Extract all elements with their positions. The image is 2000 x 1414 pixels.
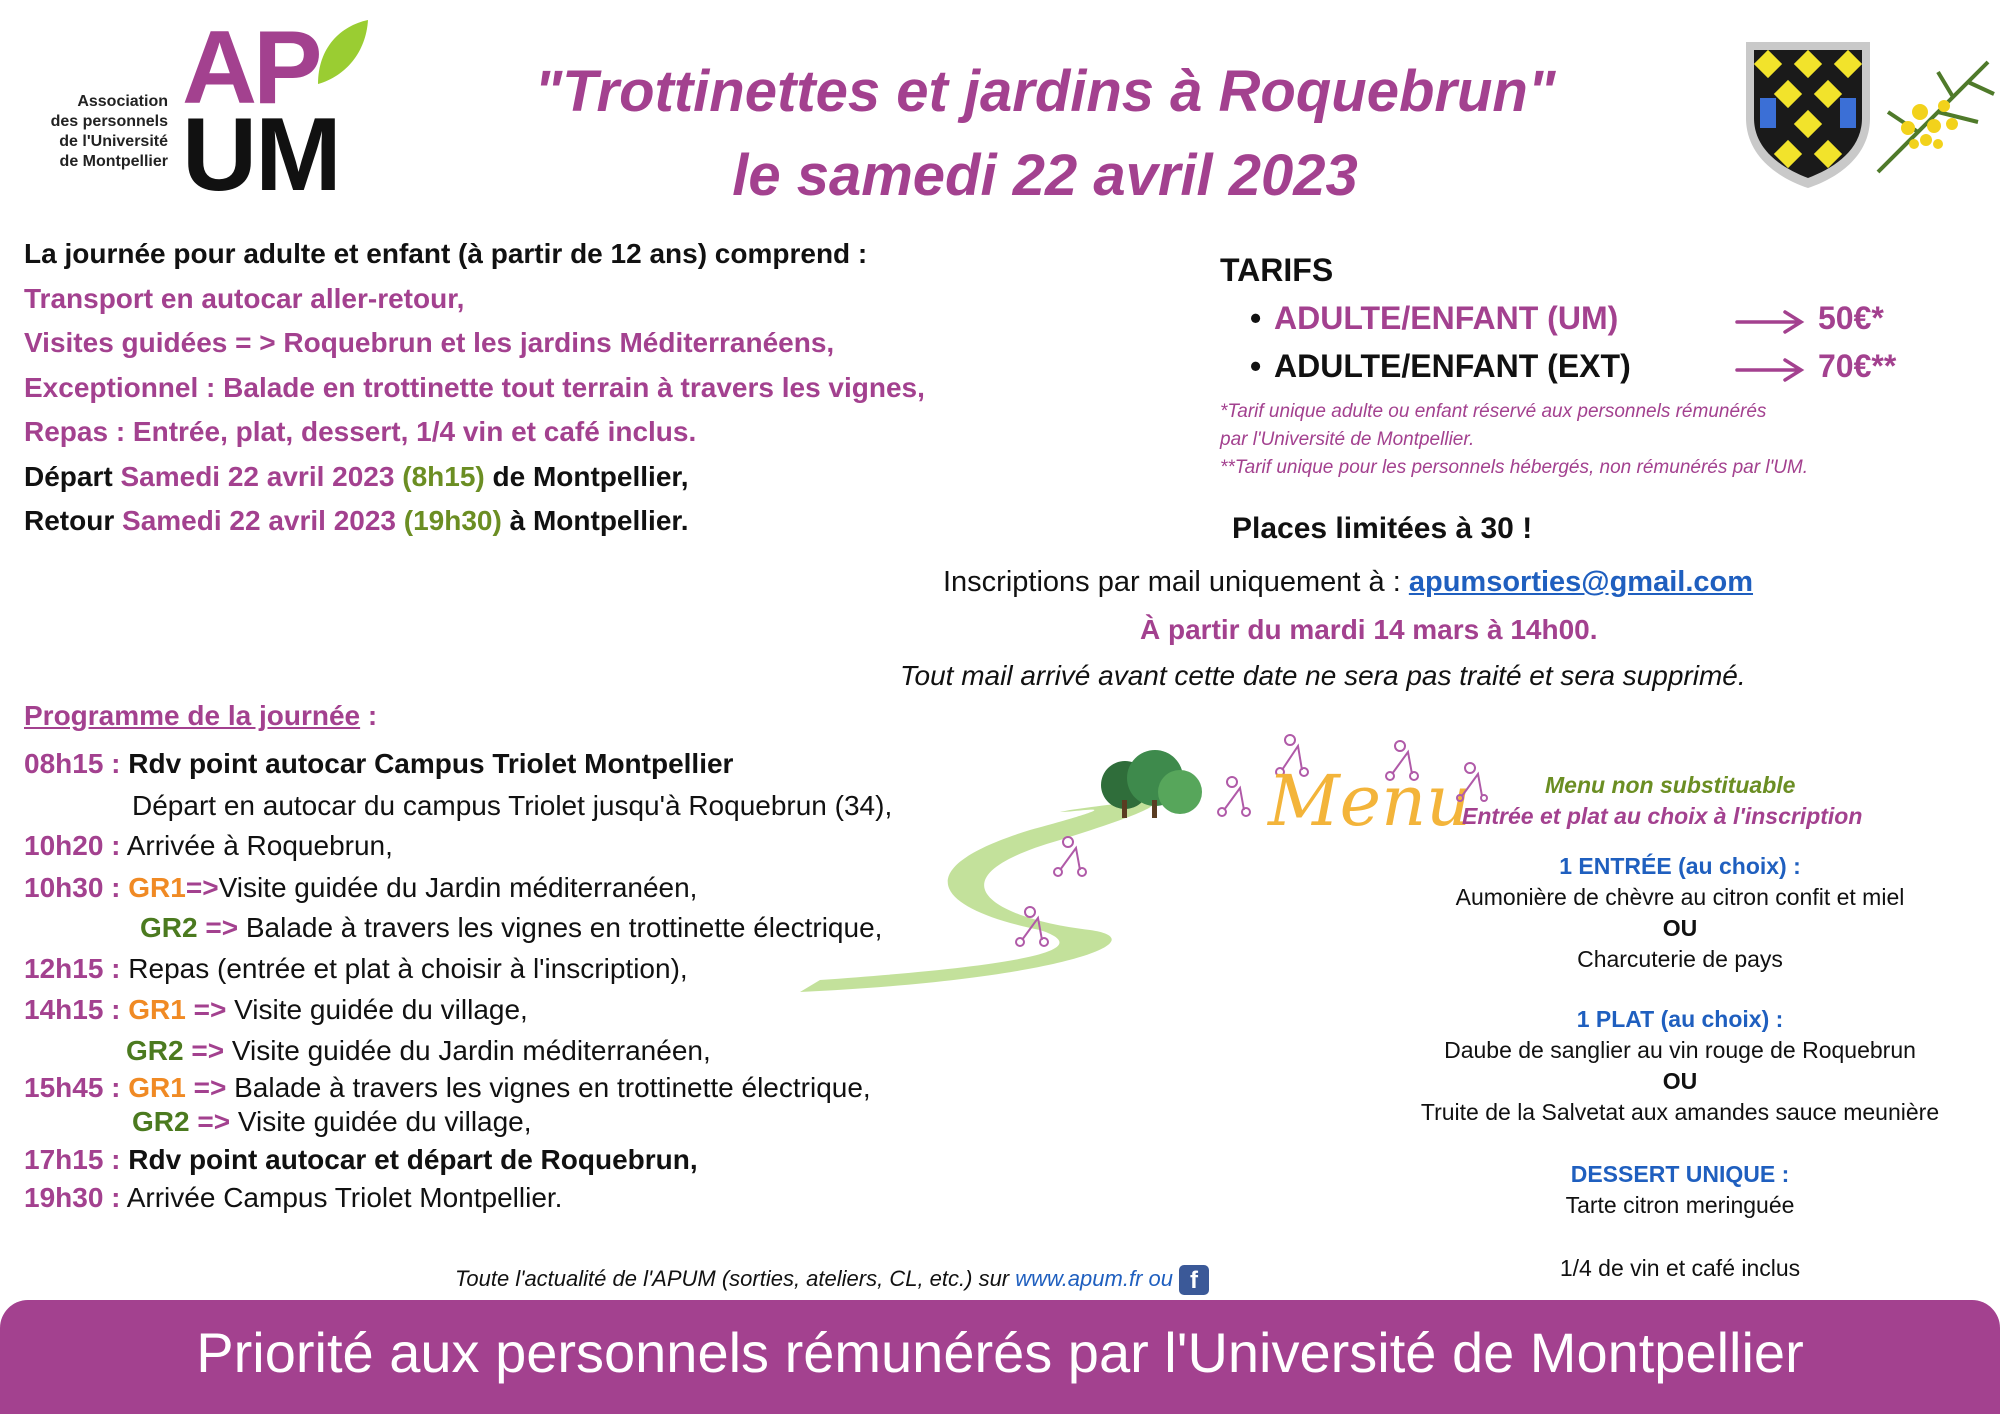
menu-plat-section <box>1360 1004 2000 1128</box>
title-line-1: "Trottinettes et jardins à Roquebrun" <box>534 59 1556 124</box>
page-title <box>420 50 1670 218</box>
programme-heading <box>24 700 377 732</box>
menu-item: 1/4 de vin et café inclus <box>1559 1255 1801 1281</box>
menu-entree-section <box>1360 851 2000 975</box>
programme-time: 14h15 : <box>24 994 121 1025</box>
menu-item: Daube de sanglier au vin rouge de Roquebrun <box>1444 1037 1916 1063</box>
menu-item: Truite de la Salvetat aux amandes sauce meunière <box>1420 1099 1940 1125</box>
programme-line <box>24 1144 698 1176</box>
arrow-right-icon <box>1735 310 1805 334</box>
intro-item: Repas : Entrée, plat, dessert, 1/4 vin et café inclus. <box>24 416 697 447</box>
news-or: ou <box>1142 1265 1173 1291</box>
programme-time: 12h15 : <box>24 953 121 984</box>
programme-time: 15h45 : <box>24 1072 121 1103</box>
menu-item: Tarte citron meringuée <box>1565 1192 1795 1218</box>
programme-arrow: => <box>191 1035 225 1066</box>
facebook-icon[interactable]: f <box>1179 1265 1209 1295</box>
group-label: GR2 <box>126 1035 184 1066</box>
programme-text: Repas (entrée et plat à choisir à l'inscription), <box>128 953 688 984</box>
menu-item: Aumonière de chèvre au citron confit et miel <box>1455 884 1905 910</box>
bullet-icon: • <box>1250 300 1262 336</box>
tarif-price: 50€* <box>1818 300 1884 336</box>
leaf-icon <box>310 18 370 88</box>
places-limit: Places limitées à 30 ! <box>1232 512 1533 545</box>
tarif-label: ADULTE/ENFANT (UM) <box>1274 300 1619 336</box>
menu-non-substituable: Menu non substituable <box>1545 772 1796 798</box>
retour-time: (19h30) <box>403 505 502 536</box>
group-label: GR1 <box>128 872 186 903</box>
intro-heading: La journée pour adulte et enfant (à partir de 12 ans) comprend : <box>24 238 868 269</box>
arrow-right-icon <box>1735 358 1805 382</box>
group-label: GR1 <box>128 1072 186 1103</box>
programme-time: 10h30 : <box>24 872 121 903</box>
menu-choice-emphasis: à l'inscription <box>1713 803 1863 829</box>
tarif-row-ext <box>1250 348 1631 385</box>
depart-time: (8h15) <box>402 460 485 492</box>
menu-section-heading: DESSERT UNIQUE : <box>1570 1161 1790 1187</box>
logo-um: UM <box>182 97 340 213</box>
tarif-price: 70€** <box>1818 348 1897 384</box>
menu-item: Charcuterie de pays <box>1577 946 1783 972</box>
menu-choice-text: Entrée et plat au choix <box>1462 803 1714 829</box>
logo-line: Association <box>77 93 168 110</box>
news-line <box>455 1265 1209 1295</box>
programme-text: Visite guidée du Jardin méditerranéen, <box>231 1035 711 1066</box>
group-label: GR2 <box>140 912 198 943</box>
programme-time: 08h15 : <box>24 748 121 779</box>
menu-dessert-section <box>1360 1159 2000 1221</box>
menu-or: OU <box>1662 915 1698 941</box>
tarifs-heading: TARIFS <box>1220 252 1334 288</box>
programme-text: Départ en autocar du campus Triolet jusqu'à Roquebrun (34), <box>132 790 893 821</box>
programme-text: Rdv point autocar Campus Triolet Montpellier <box>128 748 734 779</box>
programme-time: 10h20 : <box>24 830 121 861</box>
programme-text: Balade à travers les vignes en trottinette électrique, <box>245 912 883 943</box>
menu-section-heading: 1 ENTRÉE (au choix) : <box>1559 853 1801 879</box>
programme-text: Visite guidée du Jardin méditerranéen, <box>218 872 698 903</box>
programme-line <box>24 872 697 904</box>
menu-boisson <box>1360 1253 2000 1284</box>
programme-text: Visite guidée du village, <box>237 1106 532 1137</box>
menu-section-heading: 1 PLAT (au choix) : <box>1576 1006 1784 1032</box>
logo-ap: AP <box>182 10 319 126</box>
coat-of-arms-icon <box>1738 32 2000 192</box>
inscriptions-label: Inscriptions par mail uniquement à : <box>943 566 1401 598</box>
email-link[interactable]: apumsorties@gmail.com <box>1408 566 1754 598</box>
intro-item: Visites guidées = > Roquebrun et les jardins Méditerranéens, <box>24 327 835 358</box>
programme-arrow: => <box>193 994 227 1025</box>
tarif-notes <box>1220 398 1808 482</box>
logo-line: de l'Université <box>59 133 168 150</box>
tarif-row-um <box>1250 300 1618 337</box>
programme-arrow: => <box>185 872 219 903</box>
intro-block <box>24 232 1124 544</box>
programme-line <box>24 994 528 1026</box>
programme-arrow: => <box>193 1072 227 1103</box>
logo-caption <box>18 92 168 172</box>
tarif-note: *Tarif unique adulte ou enfant réservé aux personnels rémunérés <box>1220 401 1767 422</box>
group-label: GR1 <box>128 994 186 1025</box>
depart-end: de Montpellier, <box>492 460 689 492</box>
menu-choice-line <box>1462 803 1862 830</box>
logo-line: des personnels <box>50 113 168 130</box>
programme-line <box>24 1182 562 1214</box>
retour-end: à Montpellier. <box>509 505 689 536</box>
programme-text: Visite guidée du village, <box>234 994 528 1025</box>
priority-banner-text: Priorité aux personnels rémunérés par l'Université de Montpellier <box>196 1321 1804 1384</box>
programme-time: 17h15 : <box>24 1144 121 1175</box>
news-text: Toute l'actualité de l'APUM (sorties, ateliers, CL, etc.) sur <box>455 1265 1016 1291</box>
programme-line <box>24 953 688 985</box>
retour-label: Retour <box>24 505 115 536</box>
title-line-2: le samedi 22 avril 2023 <box>732 143 1358 208</box>
programme-text: Balade à travers les vignes en trottinette électrique, <box>234 1072 871 1103</box>
logo-line: de Montpellier <box>59 153 168 170</box>
programme-text: Arrivée Campus Triolet Montpellier. <box>126 1182 563 1213</box>
programme-line <box>126 1035 711 1067</box>
programme-line <box>24 830 393 862</box>
intro-item: Transport en autocar aller-retour, <box>24 282 465 314</box>
scooter-rider-icon <box>1440 762 1500 802</box>
menu-or: OU <box>1662 1068 1698 1094</box>
programme-text: Arrivée à Roquebrun, <box>126 830 393 861</box>
programme-arrow: => <box>197 1106 231 1137</box>
menu-script-title: Menu <box>1268 760 1472 842</box>
programme-heading-text: Programme de la journée <box>24 700 361 731</box>
group-label: GR2 <box>132 1106 190 1137</box>
inscriptions-line <box>943 566 1753 599</box>
programme-line <box>24 1072 871 1104</box>
website-link[interactable]: www.apum.fr <box>1015 1265 1143 1291</box>
registration-date: À partir du mardi 14 mars à 14h00. <box>1140 614 1598 645</box>
depart-line <box>24 455 1124 500</box>
programme-arrow: => <box>205 912 239 943</box>
programme-text: Rdv point autocar et départ de Roquebrun, <box>128 1144 698 1175</box>
intro-item: Exceptionnel : Balade en trottinette tout terrain à travers les vignes, <box>24 371 925 403</box>
tarif-note: **Tarif unique pour les personnels hébergés, non rémunérés par l'UM. <box>1220 457 1809 478</box>
programme-line <box>24 748 733 780</box>
tarif-label: ADULTE/ENFANT (EXT) <box>1274 348 1631 384</box>
programme-line <box>132 1106 532 1138</box>
bullet-icon: • <box>1250 348 1262 384</box>
registration-warning: Tout mail arrivé avant cette date ne sera pas traité et sera supprimé. <box>900 660 1746 691</box>
programme-heading-colon: : <box>360 700 378 731</box>
retour-date: Samedi 22 avril 2023 <box>122 505 396 536</box>
depart-label: Départ <box>24 460 113 492</box>
retour-line <box>24 499 1124 544</box>
tarif-note: par l'Université de Montpellier. <box>1220 429 1475 450</box>
depart-date: Samedi 22 avril 2023 <box>120 460 395 492</box>
programme-time: 19h30 : <box>24 1182 121 1213</box>
